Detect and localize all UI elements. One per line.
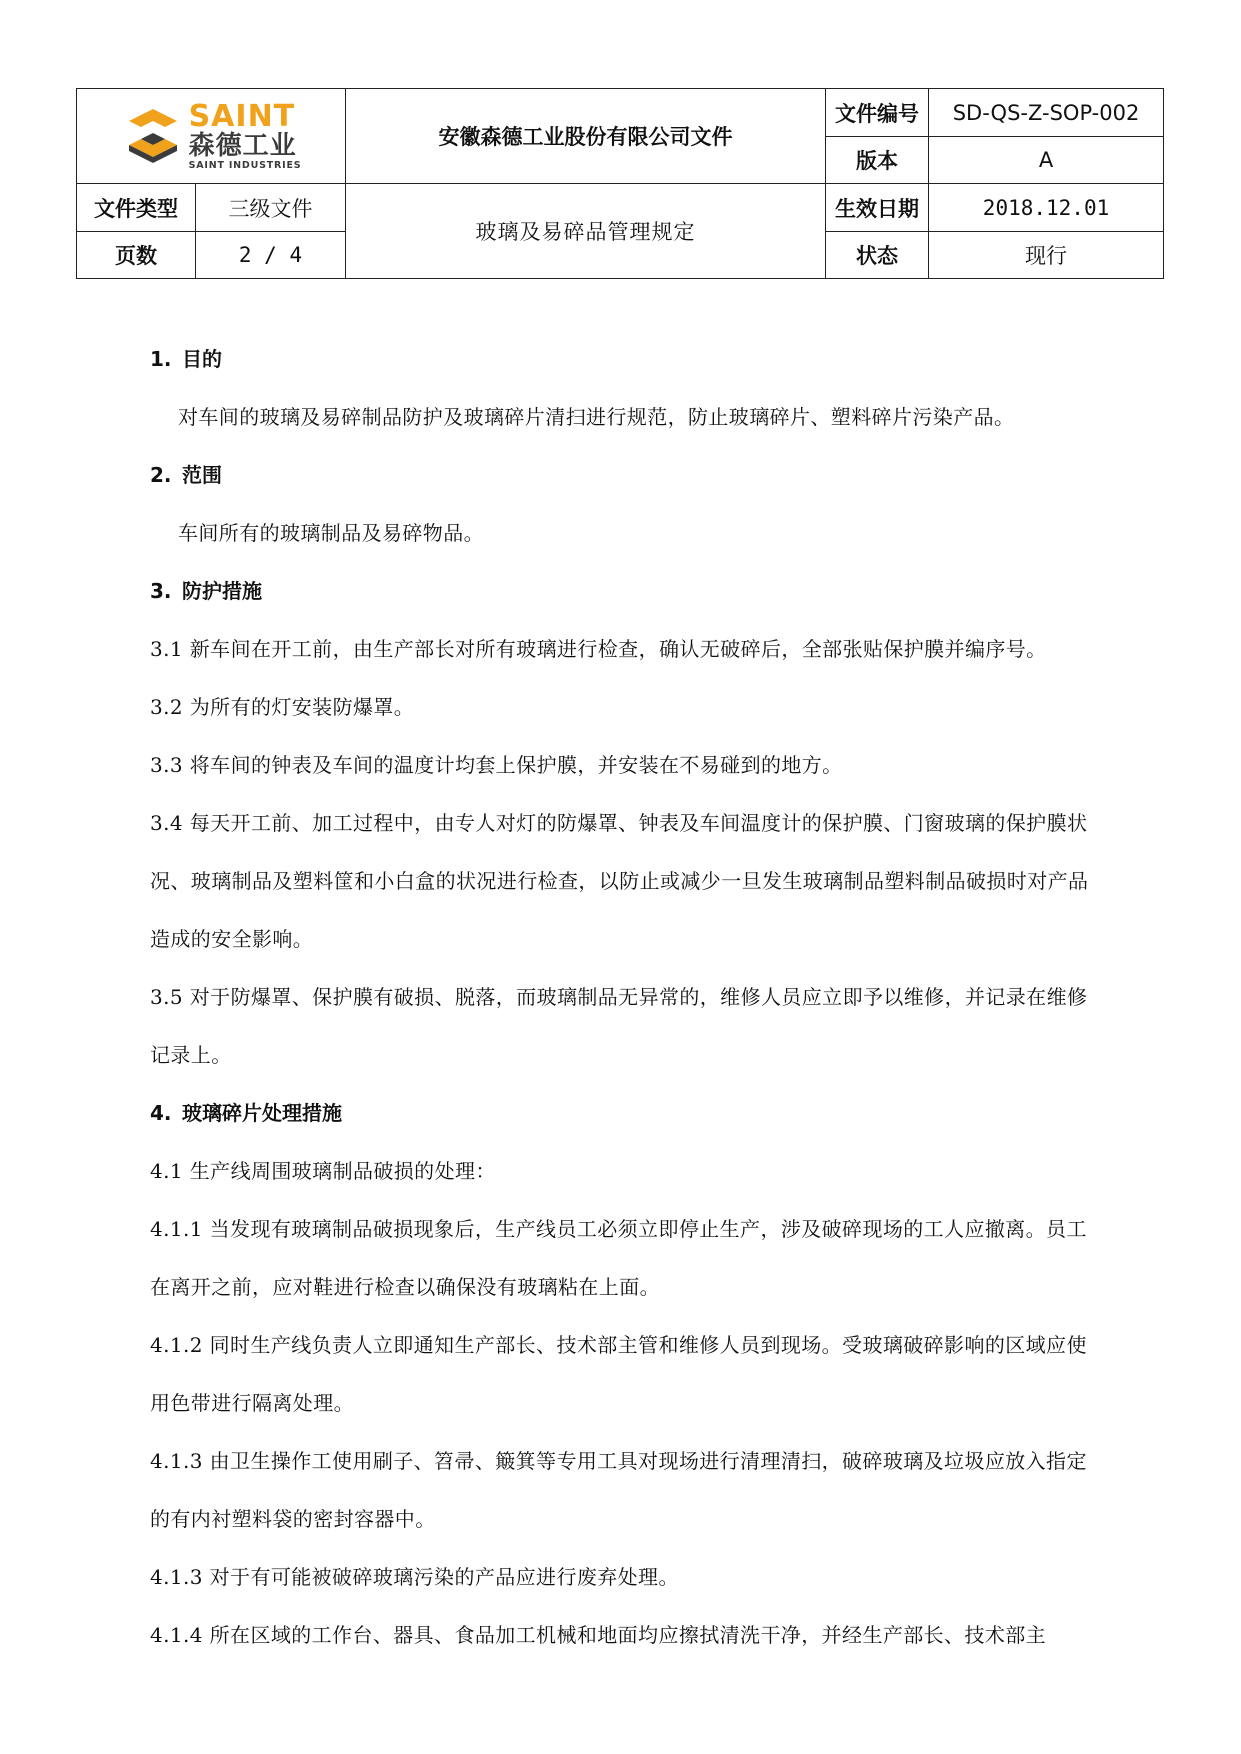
document-title: 玻璃及易碎品管理规定 xyxy=(346,184,826,279)
section-glass-fragment-handling xyxy=(150,1084,1100,1664)
section-number: 4. xyxy=(150,1101,172,1125)
section-number: 1. xyxy=(150,347,172,371)
section-heading xyxy=(150,1084,1100,1142)
status-value: 现行 xyxy=(929,232,1164,279)
logo-subtitle-text: SAINT INDUSTRIES xyxy=(188,159,302,171)
pages-label: 页数 xyxy=(77,232,196,279)
section-title: 范围 xyxy=(182,463,222,487)
version-label: 版本 xyxy=(826,137,929,184)
paragraph: 3.2 为所有的灯安装防爆罩。 xyxy=(150,695,415,719)
company-title: 安徽森德工业股份有限公司文件 xyxy=(346,89,826,184)
paragraph: 4.1.4 所在区域的工作台、器具、食品加工机械和地面均应擦拭清洗干净，并经生产部长、技术部主 xyxy=(150,1623,1047,1647)
section-protection-measures xyxy=(150,562,1100,1084)
paragraph: 4.1 生产线周围玻璃制品破损的处理： xyxy=(150,1159,496,1183)
logo-english-text: SAINT xyxy=(188,98,296,134)
document-body xyxy=(150,330,1100,1664)
doc-number-label: 文件编号 xyxy=(826,89,929,137)
paragraph: 3.5 对于防爆罩、保护膜有破损、脱落，而玻璃制品无异常的，维修人员应立即予以维修，并记录在维修记录上。 xyxy=(150,985,1088,1067)
paragraph: 对车间的玻璃及易碎制品防护及玻璃碎片清扫进行规范，防止玻璃碎片、塑料碎片污染产品。 xyxy=(178,405,1015,429)
effective-date-value: 2018.12.01 xyxy=(929,184,1164,232)
section-title: 目的 xyxy=(182,347,222,371)
paragraph: 4.1.1 当发现有玻璃制品破损现象后，生产线员工必须立即停止生产，涉及破碎现场的工人应撤离。员工在离开之前，应对鞋进行检查以确保没有玻璃粘在上面。 xyxy=(150,1217,1087,1299)
logo-chinese-text: 森德工业 xyxy=(188,130,297,161)
doc-number-value: SD-QS-Z-SOP-002 xyxy=(929,89,1164,137)
paragraph: 4.1.2 同时生产线负责人立即通知生产部长、技术部主管和维修人员到现场。受玻璃破碎影响的区域应使用色带进行隔离处理。 xyxy=(150,1333,1087,1415)
company-logo-cell xyxy=(77,89,346,184)
company-logo xyxy=(77,98,345,171)
section-scope xyxy=(150,446,1100,562)
section-title: 防护措施 xyxy=(182,579,262,603)
pages-value: 2 / 4 xyxy=(196,232,346,279)
paragraph: 4.1.3 由卫生操作工使用刷子、笤帚、簸箕等专用工具对现场进行清理清扫，破碎玻璃及垃圾应放入指定的有内衬塑料袋的密封容器中。 xyxy=(150,1449,1087,1531)
section-heading xyxy=(150,330,1100,388)
paragraph: 3.3 将车间的钟表及车间的温度计均套上保护膜，并安装在不易碰到的地方。 xyxy=(150,753,843,777)
doc-type-label: 文件类型 xyxy=(77,184,196,232)
paragraph: 车间所有的玻璃制品及易碎物品。 xyxy=(178,521,484,545)
section-title: 玻璃碎片处理措施 xyxy=(182,1101,342,1125)
effective-date-label: 生效日期 xyxy=(826,184,929,232)
paragraph: 3.1 新车间在开工前，由生产部长对所有玻璃进行检查，确认无破碎后，全部张贴保护膜并编序号。 xyxy=(150,637,1047,661)
doc-type-value: 三级文件 xyxy=(196,184,346,232)
section-purpose xyxy=(150,330,1100,446)
paragraph: 3.4 每天开工前、加工过程中，由专人对灯的防爆罩、钟表及车间温度计的保护膜、门窗玻璃的保护膜状况、玻璃制品及塑料筐和小白盒的状况进行检查，以防止或减少一旦发生玻璃制品塑料制品破损时对产品造成的安全影响。 xyxy=(150,811,1089,951)
status-label: 状态 xyxy=(826,232,929,279)
section-number: 3. xyxy=(150,579,172,603)
section-number: 2. xyxy=(150,463,172,487)
paragraph: 4.1.3 对于有可能被破碎玻璃污染的产品应进行废弃处理。 xyxy=(150,1565,679,1589)
document-header-table xyxy=(76,88,1164,279)
saint-logo-icon xyxy=(121,105,185,167)
version-value: A xyxy=(929,137,1164,184)
section-heading xyxy=(150,446,1100,504)
section-heading xyxy=(150,562,1100,620)
